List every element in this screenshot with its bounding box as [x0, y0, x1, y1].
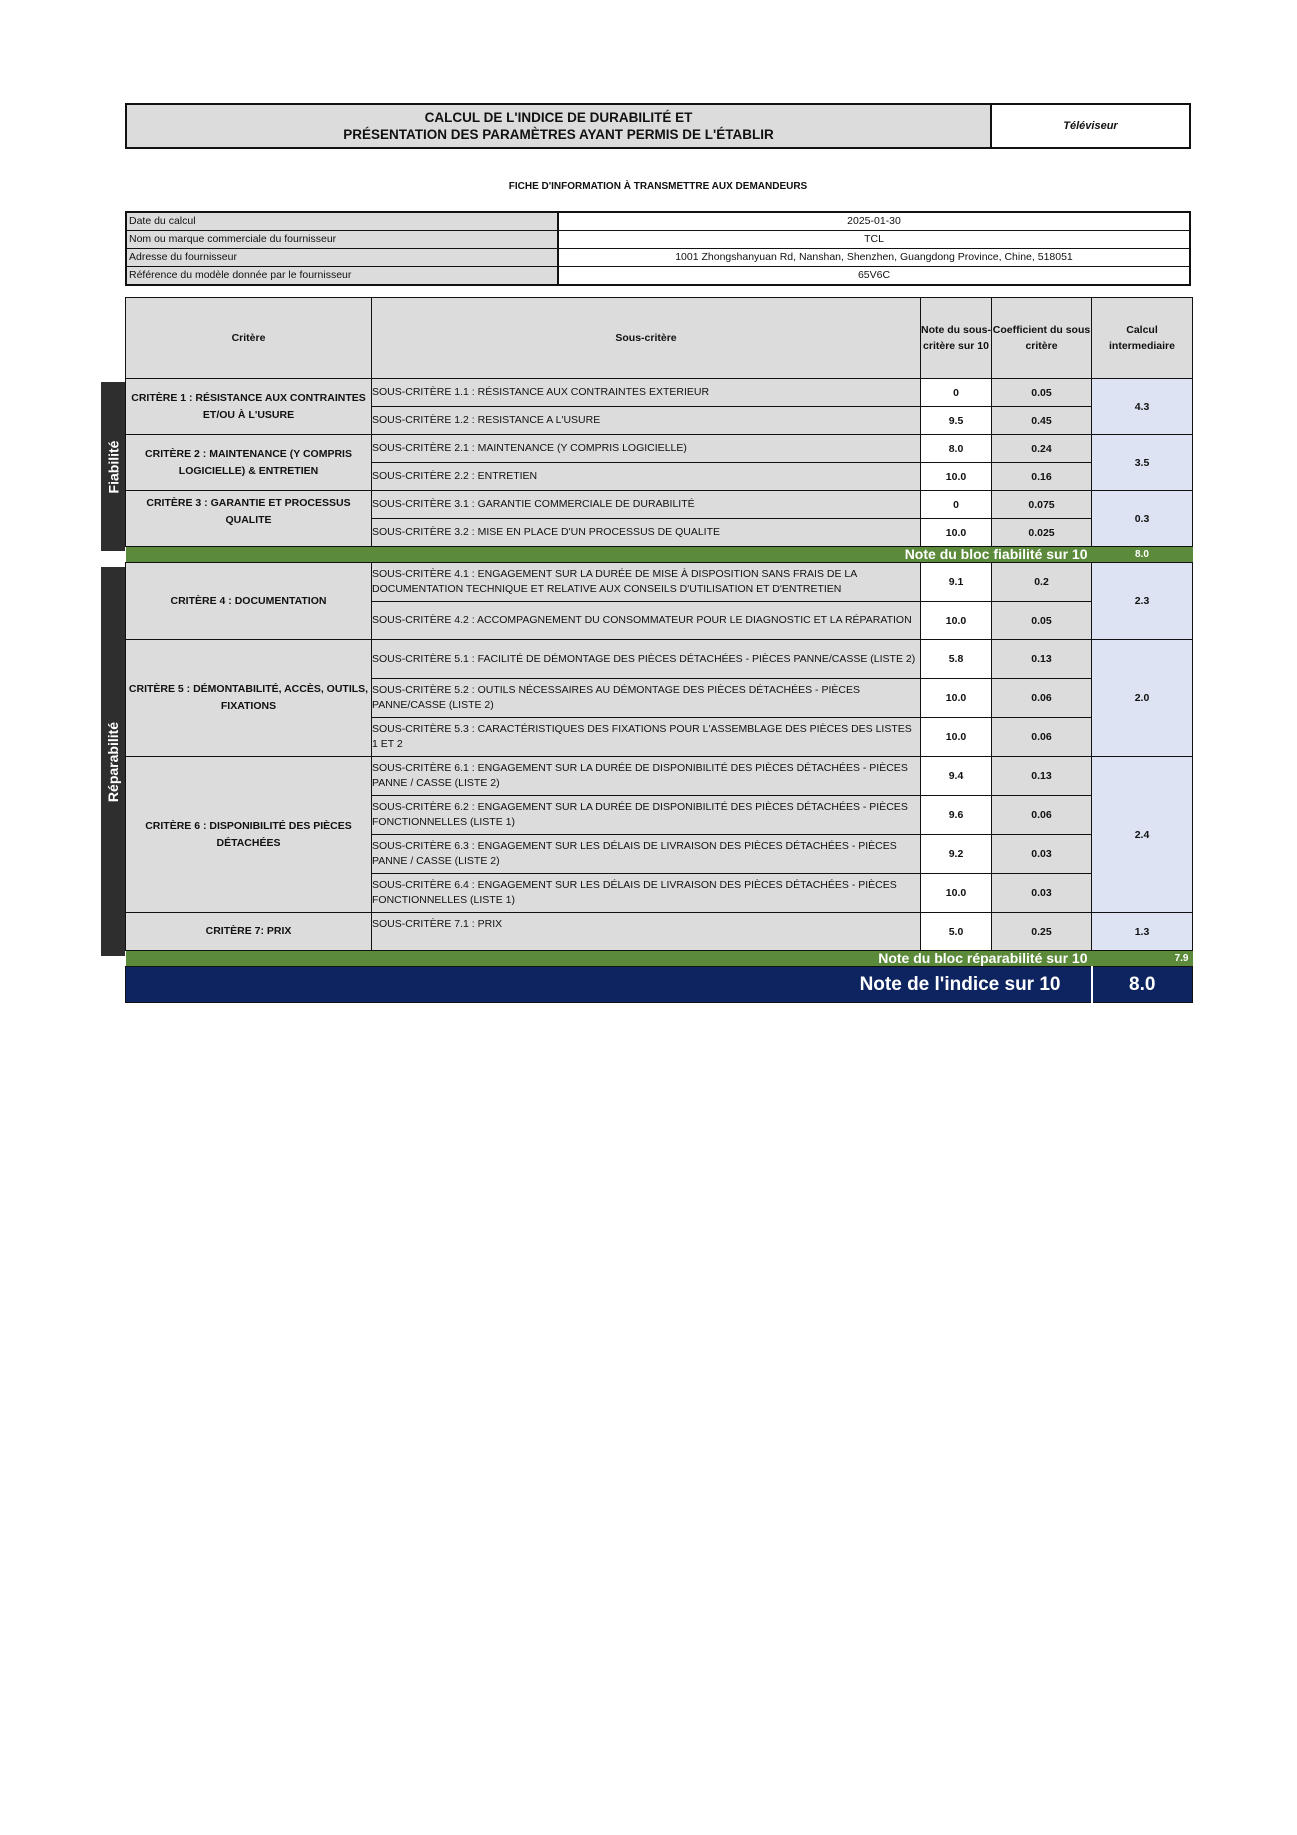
info-row [127, 267, 1189, 284]
sub-criterion: SOUS-CRITÈRE 3.2 : MISE EN PLACE D'UN PROCESSUS DE QUALITE [372, 519, 921, 547]
sub-criterion: SOUS-CRITÈRE 5.3 : CARACTÉRISTIQUES DES FIXATIONS POUR L'ASSEMBLAGE DES PIÈCES DES LISTES 1 ET 2 [372, 718, 921, 757]
indice-row [126, 967, 1193, 1003]
indice-value: 8.0 [1092, 967, 1193, 1003]
criterion-name: CRITÈRE 4 : DOCUMENTATION [126, 563, 372, 640]
criterion-calc: 4.3 [1092, 379, 1193, 435]
sub-note: 10.0 [921, 519, 992, 547]
sub-criterion: SOUS-CRITÈRE 6.4 : ENGAGEMENT SUR LES DÉLAIS DE LIVRAISON DES PIÈCES DÉTACHÉES - PIÈCES FONCTIONNELLES (LISTE 1) [372, 874, 921, 913]
col-header-calcul: Calcul intermediaire [1092, 298, 1193, 379]
sub-criterion: SOUS-CRITÈRE 3.1 : GARANTIE COMMERCIALE DE DURABILITÉ [372, 491, 921, 519]
sub-coef: 0.075 [992, 491, 1092, 519]
table-row [126, 491, 1193, 519]
criterion-name: CRITÈRE 2 : MAINTENANCE (Y COMPRIS LOGICIELLE) & ENTRETIEN [126, 435, 372, 491]
sub-coef: 0.16 [992, 463, 1092, 491]
durability-table [125, 297, 1193, 1003]
sub-coef: 0.2 [992, 563, 1092, 602]
criterion-calc: 0.3 [1092, 491, 1193, 547]
title-line-2: PRÉSENTATION DES PARAMÈTRES AYANT PERMIS DE L'ÉTABLIR [343, 127, 774, 142]
table-row [126, 640, 1193, 679]
side-label-reparabilite [101, 567, 125, 956]
info-label: Nom ou marque commerciale du fournisseur [127, 231, 559, 248]
bloc-reparabilite-value: 7.9 [1092, 951, 1193, 967]
sub-note: 10.0 [921, 463, 992, 491]
sub-note: 0 [921, 379, 992, 407]
info-label: Adresse du fournisseur [127, 249, 559, 266]
sub-criterion: SOUS-CRITÈRE 2.2 : ENTRETIEN [372, 463, 921, 491]
criterion-name: CRITÈRE 1 : RÉSISTANCE AUX CONTRAINTES ET/OU À L'USURE [126, 379, 372, 435]
sub-note: 9.5 [921, 407, 992, 435]
sub-note: 8.0 [921, 435, 992, 463]
criterion-name: CRITÈRE 6 : DISPONIBILITÉ DES PIÈCES DÉTACHÉES [126, 757, 372, 913]
sub-note: 9.1 [921, 563, 992, 602]
sub-coef: 0.25 [992, 913, 1092, 951]
side-label-fiabilite [101, 382, 125, 551]
bloc-fiabilite-value: 8.0 [1092, 547, 1193, 563]
criterion-calc: 3.5 [1092, 435, 1193, 491]
sub-criterion: SOUS-CRITÈRE 5.1 : FACILITÉ DE DÉMONTAGE DES PIÈCES DÉTACHÉES - PIÈCES PANNE/CASSE (LISTE 2) [372, 640, 921, 679]
sub-note: 10.0 [921, 679, 992, 718]
table-row [126, 435, 1193, 463]
sub-criterion: SOUS-CRITÈRE 4.2 : ACCOMPAGNEMENT DU CONSOMMATEUR POUR LE DIAGNOSTIC ET LA RÉPARATION [372, 602, 921, 640]
info-row [127, 213, 1189, 231]
sub-coef: 0.24 [992, 435, 1092, 463]
indice-label: Note de l'indice sur 10 [126, 967, 1092, 1003]
side-label-reparabilite-text: Réparabilité [105, 721, 122, 802]
sub-coef: 0.06 [992, 796, 1092, 835]
sub-criterion: SOUS-CRITÈRE 6.3 : ENGAGEMENT SUR LES DÉLAIS DE LIVRAISON DES PIÈCES DÉTACHÉES - PIÈCES PANNE / CASSE (LISTE 2) [372, 835, 921, 874]
table-row [126, 563, 1193, 602]
title-line-1: CALCUL DE L'INDICE DE DURABILITÉ ET [424, 110, 693, 125]
info-value: 1001 Zhongshanyuan Rd, Nanshan, Shenzhen, Guangdong Province, Chine, 518051 [675, 251, 1073, 263]
sub-coef: 0.13 [992, 640, 1092, 679]
table-header-row [126, 298, 1193, 379]
sub-criterion: SOUS-CRITÈRE 6.1 : ENGAGEMENT SUR LA DURÉE DE DISPONIBILITÉ DES PIÈCES DÉTACHÉES - PIÈCES PANNE / CASSE (LISTE 2) [372, 757, 921, 796]
sub-criterion: SOUS-CRITÈRE 5.2 : OUTILS NÉCESSAIRES AU DÉMONTAGE DES PIÈCES DÉTACHÉES - PIÈCES PANNE/CASSE (LISTE 2) [372, 679, 921, 718]
sub-note: 9.4 [921, 757, 992, 796]
sub-note: 9.6 [921, 796, 992, 835]
criterion-calc: 2.4 [1092, 757, 1193, 913]
criterion-calc: 2.3 [1092, 563, 1193, 640]
col-header-critere: Critère [126, 298, 372, 379]
fiche-title: FICHE D'INFORMATION À TRANSMETTRE AUX DEMANDEURS [508, 181, 808, 192]
sub-note: 10.0 [921, 602, 992, 640]
bloc-fiabilite-label: Note du bloc fiabilité sur 10 [126, 547, 1092, 563]
sub-criterion: SOUS-CRITÈRE 1.1 : RÉSISTANCE AUX CONTRAINTES EXTERIEUR [372, 379, 921, 407]
col-header-note: Note du sous-critère sur 10 [921, 298, 992, 379]
info-label: Date du calcul [127, 213, 559, 230]
sub-coef: 0.06 [992, 679, 1092, 718]
side-label-fiabilite-text: Fiabilité [105, 440, 121, 493]
title-box [125, 103, 1191, 149]
bloc-reparabilite-label: Note du bloc réparabilité sur 10 [126, 951, 1092, 967]
sub-coef: 0.06 [992, 718, 1092, 757]
sub-criterion: SOUS-CRITÈRE 4.1 : ENGAGEMENT SUR LA DURÉE DE MISE À DISPOSITION SANS FRAIS DE LA DOCUMENTATION TECHNIQUE ET RELATIVE AUX CONSEILS D'UTILISATION ET D'ENTRETIEN [372, 563, 921, 602]
sub-note: 10.0 [921, 874, 992, 913]
info-value: 2025-01-30 [847, 215, 901, 227]
sub-criterion: SOUS-CRITÈRE 2.1 : MAINTENANCE (Y COMPRIS LOGICIELLE) [372, 435, 921, 463]
sub-criterion: SOUS-CRITÈRE 6.2 : ENGAGEMENT SUR LA DURÉE DE DISPONIBILITÉ DES PIÈCES DÉTACHÉES - PIÈCES FONCTIONNELLES (LISTE 1) [372, 796, 921, 835]
col-header-sous-critere: Sous-critère [372, 298, 921, 379]
sub-note: 0 [921, 491, 992, 519]
col-header-coef: Coefficient du sous critère [992, 298, 1092, 379]
info-value: TCL [864, 233, 884, 245]
sub-note: 10.0 [921, 718, 992, 757]
sub-coef: 0.03 [992, 874, 1092, 913]
sub-coef: 0.05 [992, 602, 1092, 640]
criterion-calc: 2.0 [1092, 640, 1193, 757]
product-type: Téléviseur [1063, 120, 1118, 132]
criterion-name: CRITÈRE 5 : DÉMONTABILITÉ, ACCÈS, OUTILS, FIXATIONS [126, 640, 372, 757]
sub-coef: 0.03 [992, 835, 1092, 874]
supplier-info-table [125, 211, 1191, 286]
info-row [127, 231, 1189, 249]
info-row [127, 249, 1189, 267]
bloc-fiabilite-row [126, 547, 1193, 563]
sub-criterion: SOUS-CRITÈRE 7.1 : PRIX [372, 913, 921, 951]
table-row [126, 379, 1193, 407]
sub-coef: 0.45 [992, 407, 1092, 435]
table-row [126, 913, 1193, 951]
title-main [127, 105, 992, 147]
table-row [126, 757, 1193, 796]
bloc-reparabilite-row [126, 951, 1193, 967]
info-value: 65V6C [857, 269, 891, 281]
criterion-name: CRITÈRE 3 : GARANTIE ET PROCESSUS QUALITE [126, 491, 372, 547]
criterion-calc: 1.3 [1092, 913, 1193, 951]
sub-criterion: SOUS-CRITÈRE 1.2 : RESISTANCE A L'USURE [372, 407, 921, 435]
sub-note: 9.2 [921, 835, 992, 874]
sub-note: 5.0 [921, 913, 992, 951]
sub-coef: 0.05 [992, 379, 1092, 407]
sub-coef: 0.13 [992, 757, 1092, 796]
sub-note: 5.8 [921, 640, 992, 679]
sub-coef: 0.025 [992, 519, 1092, 547]
criterion-name: CRITÈRE 7: PRIX [126, 913, 372, 951]
info-label: Référence du modèle donnée par le fournisseur [127, 267, 559, 284]
